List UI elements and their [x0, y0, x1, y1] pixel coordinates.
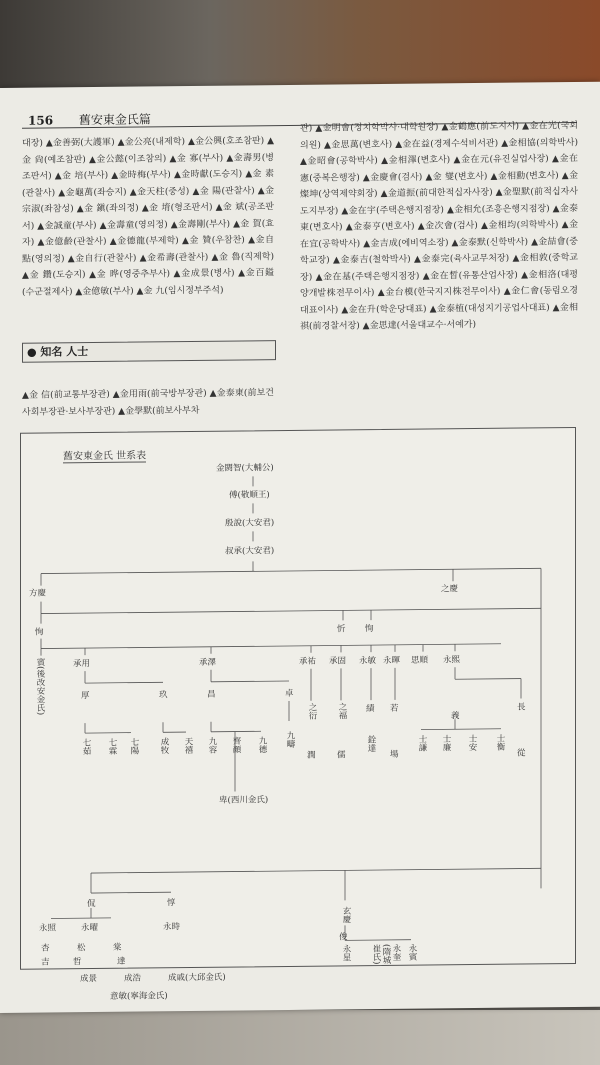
tree-node: 成牧 — [159, 737, 169, 755]
tree-node: 績 — [366, 704, 375, 715]
tree-node: 吉 — [41, 957, 50, 968]
tree-node: 七茹 — [81, 738, 91, 756]
tree-node: 齊顔 — [231, 736, 241, 754]
tree-node: 長 — [517, 702, 526, 713]
tree-node: 九德 — [257, 736, 267, 754]
tree-node: 成戚(大邱金氏) — [168, 972, 226, 984]
tree-node: 之慶 — [441, 584, 459, 595]
tree-node: 永照 — [39, 923, 57, 934]
tree-node: 永敏 — [359, 656, 377, 667]
tree-node: 玄慶 — [341, 906, 351, 924]
tree-node: 之福 — [337, 702, 347, 720]
tree-node: 若 — [390, 703, 399, 714]
tree-node: 意敏(寧海金氏) — [110, 991, 168, 1002]
tree-title: 舊安東金氏 世系表 — [63, 446, 146, 463]
tree-node: 之衍 — [307, 702, 317, 720]
page-title: 舊安東金氏篇 — [78, 112, 151, 128]
tree-node: 卓 — [285, 688, 294, 700]
tree-node: 玖 — [159, 690, 168, 701]
tree-node: 賓(後改安金氏) — [35, 657, 45, 716]
tree-node: 從 — [517, 748, 526, 759]
background-bottom — [0, 1010, 600, 1065]
tree-node: 哲 — [73, 957, 82, 968]
tree-node: 永暉 — [383, 655, 401, 666]
tree-node: 義 — [451, 711, 460, 722]
tree-node: 承澤 — [199, 657, 217, 668]
page-number: 156 — [28, 113, 54, 128]
tree-node: 九容 — [207, 736, 217, 754]
tree-node: 承祐 — [299, 656, 317, 667]
tree-node: 士衡 — [495, 733, 505, 751]
tree-node: 承固 — [329, 656, 347, 667]
tree-node: 方慶 — [29, 588, 47, 599]
tree-node: 侃 — [87, 898, 96, 910]
background-top — [0, 0, 600, 95]
left-column-text-2: ▲金 信(前교통부장관) ▲金用雨(前국방부장관) ▲金泰東(前보건사회부장관·보사부장관) ▲金學默(前보사부차 — [22, 388, 274, 418]
tree-node: 銓達 — [366, 735, 376, 753]
tree-node: 松 — [77, 943, 86, 954]
right-column-text: 관) ▲金明會(정치학박사·대학원장) ▲金鶴應(前도지사) ▲金在光(국회의원) ▲金思萬(변호사) ▲金在益(경제수석비서관) ▲金相協(의학박사) ▲金昭會(공학박사) ▲金相澤(변호사) ▲金在元(유진실업사장) ▲金在憲(중복은행장) ▲金慶會(검사) ▲金 燮(변호사) ▲金相勳(변호사) ▲金燦坤(상역제약회장) ▲金道振(前대한적십자사장) ▲金聖默(前적십자사도지부장) ▲金在宇(주택은행지점장) ▲金相允(조흥은행지점장) ▲金泰東(변호사) ▲金泰亨(변호사) ▲金次會(검사) ▲金相均(의학박사) ▲金在宜(공학박사) ▲金吉成(에비역소장) ▲金泰默(신학박사) ▲金喆會(중학교장) ▲金泰吉(철학박사) ▲金泰完(육사교무처장) ▲金相敦(중학교장) ▲金在基(주택은행지점장) ▲金在晳(유통산업사장) ▲金相洛(대평양개발株전무이사) ▲金台模(한국지지株전무이사) ▲金仁會(동림오경대표이사) ▲金在升(학운당대표) ▲金泰植(대성지기공업사대표) ▲金相祺(前경찰서장) ▲金思達(서울대교수·서예가) — [300, 120, 578, 332]
tree-node: 永曜 — [81, 922, 99, 934]
tree-node: 永星 — [341, 944, 351, 962]
tree-node: 思順 — [411, 655, 429, 666]
tree-node: 永時 — [163, 922, 181, 933]
tree-node: 殷說(大安君) — [225, 518, 275, 529]
tree-node: 永熙 — [443, 655, 461, 666]
tree-node: 昌 — [207, 689, 216, 700]
left-column-text: 대장) ▲金善弼(大護軍) ▲金公亮(내제학) ▲金公興(호조참판) ▲金 尙(예조참판) ▲金公懿(이조참의) ▲金 寡(부사) ▲金壽男(병조판서) ▲金 培(부사) ▲金時梅(부사) ▲金時獻(도승지) ▲金 素(관찰사) ▲金龜萬(좌승지) ▲金天柱(중성) ▲金 陽(관찰사) ▲金宗淑(좌참성) ▲金 鎭(좌의정) ▲金 堉(형조판서) ▲金 斌(공조판서) ▲金誠童(부사) ▲金壽童(영의정) ▲金壽剛(부사) ▲金 賀(효자) ▲金億齡(관찰사) ▲金德龍(부제학) ▲金 贊(우참찬) ▲金自點(영의정) ▲金自行(관찰사) ▲金希壽(관찰사) ▲金 魯(직제학) ▲金 鑽(도승지) ▲金 晔(영중추부사) ▲金成景(병사) ▲金百鎰(수군절제사) ▲金億敏(부사) ▲金 九(임시정부주석) — [22, 136, 274, 298]
tree-node: 九疇 — [285, 730, 295, 749]
tree-node: 士謙 — [417, 734, 427, 752]
tree-node: 叔承(大安君) — [225, 546, 275, 557]
tree-node: 杏 — [41, 943, 50, 954]
tree-node: 卑(西川金氏) — [219, 795, 269, 806]
tree-node: 棠 — [113, 942, 122, 953]
tree-node: 成浩 — [124, 973, 142, 984]
book-page — [0, 82, 600, 1013]
tree-lines — [21, 428, 575, 969]
tree-node: 士安 — [467, 734, 477, 752]
tree-node: 厚 — [81, 691, 90, 702]
tree-node: 俊 — [339, 932, 348, 943]
tree-node: 達 — [117, 956, 126, 967]
tree-node: 恂 — [365, 624, 374, 635]
tree-node: 忻 — [337, 624, 346, 635]
tree-node: 潤 — [307, 750, 316, 761]
tree-node: 恂 — [35, 627, 44, 638]
family-tree-chart — [20, 427, 576, 970]
tree-node: 成景 — [80, 973, 98, 985]
tree-node: 天禧 — [183, 736, 193, 755]
tree-node: 金閼智(大輔公) — [216, 463, 274, 474]
tree-node: 惇 — [167, 898, 176, 909]
tree-node: 永奎(隋城崔氏) — [371, 943, 401, 965]
tree-node: 承用 — [73, 659, 91, 670]
tree-node: 儒 — [337, 750, 346, 761]
tree-node: 士廉 — [441, 734, 451, 752]
tree-node: 場 — [390, 749, 399, 760]
section-heading: ● 知名 人士 — [22, 340, 276, 363]
tree-node: 七霖 — [107, 737, 117, 755]
tree-node: 傅(敬順王) — [229, 490, 270, 501]
tree-node: 永賓 — [407, 943, 417, 961]
tree-node: 七陽 — [129, 737, 139, 755]
